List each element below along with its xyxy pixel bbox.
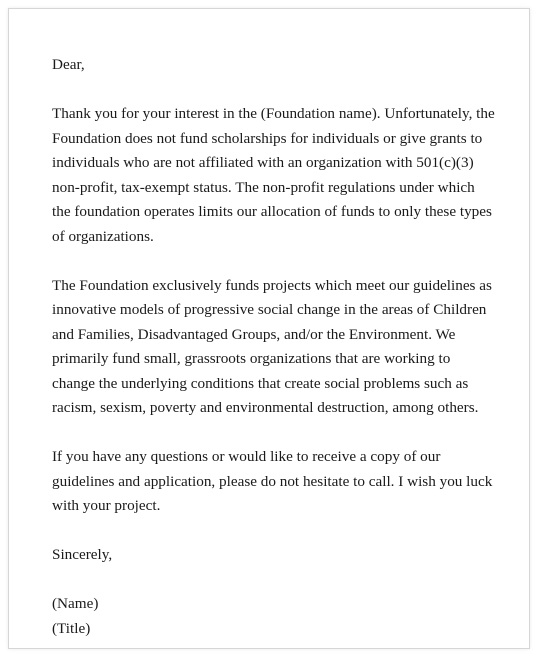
letter-body: [52, 53, 497, 641]
signature-title: (Title): [52, 619, 91, 637]
paragraph-contact: If you have any questions or would like to receive a copy of our guidelines and application, please do not hesitate to call. I wish you luck with your project.: [52, 448, 493, 514]
paragraph-foundation-policy: Thank you for your interest in the (Foundation name). Unfortunately, the Foundation does not fund scholarships for individuals or give grants to individuals who are not affiliated with an organization with 501(c)(3) non-profit, tax-exempt status. The non-profit regulations under which the foundation operates limits our allocation of funds to only these types of organizations.: [52, 105, 495, 245]
salutation: Dear,: [52, 56, 85, 73]
signature-name: (Name): [52, 595, 99, 612]
document-page: [8, 8, 530, 649]
paragraph-funding-guidelines: The Foundation exclusively funds projects which meet our guidelines as innovative models of progressive social change in the areas of Children and Families, Disadvantaged Groups, and/or the Environment. We primarily fund small, grassroots organizations that are working to change the underlying conditions that create social problems such as racism, sexism, poverty and environmental destruction, among others.: [52, 276, 492, 416]
closing: Sincerely,: [52, 546, 113, 563]
